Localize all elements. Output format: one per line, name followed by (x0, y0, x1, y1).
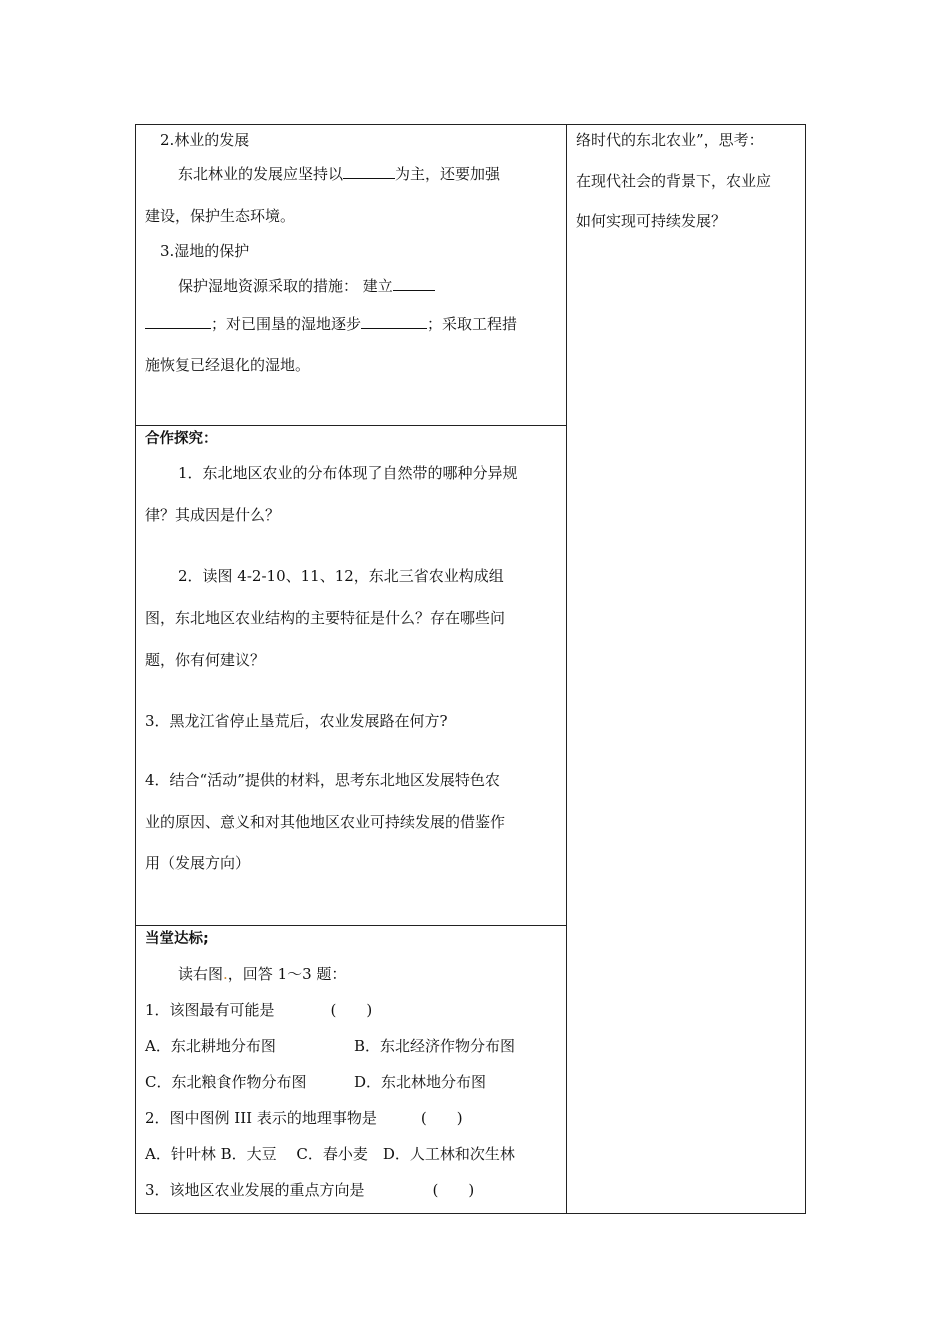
fill-blank[interactable] (361, 314, 427, 329)
practice-cell (136, 926, 567, 1214)
cooperate-q4-line-1: 4．结合“活动”提供的材料，思考东北地区发展特色农 (145, 771, 500, 789)
wetland-text-line-3: 施恢复已经退化的湿地。 (145, 356, 311, 374)
fill-blank[interactable] (343, 164, 395, 179)
question-1-option-c: C．东北粮食作物分布图 (145, 1073, 307, 1091)
cooperate-explore-cell (136, 426, 567, 926)
cooperate-q2-line-1: 2．读图 4-2-10、11、12，东北三省农业构成组 (178, 567, 504, 585)
question-2-options: A．针叶林 B．大豆 C．春小麦 D．人工林和次生林 (145, 1145, 515, 1163)
question-1-option-b: B．东北经济作物分布图 (354, 1037, 516, 1055)
question-1-option-a: A．东北耕地分布图 (145, 1037, 276, 1055)
forestry-text-line-1: 东北林业的发展应坚持以 为主，还要加强 (178, 165, 501, 183)
cooperate-q4-line-3: 用（发展方向） (145, 854, 251, 872)
answer-paren[interactable]: ( ) (432, 1181, 475, 1199)
question-3: 3．该地区农业发展的重点方向是 ( ) (145, 1181, 475, 1199)
right-note-line-1: 络时代的东北农业”，思考： (576, 131, 764, 149)
practice-heading: 当堂达标; (145, 931, 209, 947)
question-1: 1．该图最有可能是 ( ) (145, 1001, 373, 1019)
cooperate-heading: 合作探究： (145, 431, 218, 447)
cooperate-q4-line-2: 业的原因、意义和对其他地区农业可持续发展的借鉴作 (145, 813, 506, 831)
wetland-text-line-2: ；对已围垦的湿地逐步 ；采取工程措 (145, 314, 517, 334)
answer-paren[interactable]: ( ) (420, 1109, 463, 1127)
answer-paren[interactable]: ( ) (330, 1001, 373, 1019)
right-note-line-2: 在现代社会的背景下，农业应 (576, 172, 772, 190)
question-1-option-d: D．东北林地分布图 (354, 1073, 487, 1091)
worksheet-table (135, 124, 806, 1214)
wetland-heading: 3.湿地的保护 (160, 242, 250, 260)
cooperate-q3: 3．黑龙江省停止垦荒后，农业发展路在何方? (145, 712, 448, 730)
fill-blank[interactable] (145, 314, 211, 329)
right-note-line-3: 如何实现可持续发展？ (576, 212, 727, 230)
fill-blank[interactable] (393, 276, 435, 291)
wetland-text-line-1: 保护湿地资源采取的措施： 建立 (178, 276, 435, 296)
practice-intro: 读右图.，回答 1～3 题： (178, 965, 347, 983)
question-2: 2．图中图例 III 表示的地理事物是 ( ) (145, 1109, 463, 1127)
mark-dot-icon: . (223, 965, 228, 983)
forestry-text-line-2: 建设，保护生态环境。 (145, 207, 296, 225)
right-notes-cell (567, 125, 806, 1214)
cooperate-q2-line-2: 图，东北地区农业结构的主要特征是什么？存在哪些问 (145, 609, 506, 627)
forestry-heading: 2.林业的发展 (160, 131, 250, 149)
cooperate-q2-line-3: 题，你有何建议？ (145, 651, 266, 669)
cooperate-q1-line-2: 律？其成因是什么？ (145, 506, 281, 524)
forestry-wetland-cell (136, 125, 567, 426)
cooperate-q1-line-1: 1．东北地区农业的分布体现了自然带的哪种分异规 (178, 464, 518, 482)
